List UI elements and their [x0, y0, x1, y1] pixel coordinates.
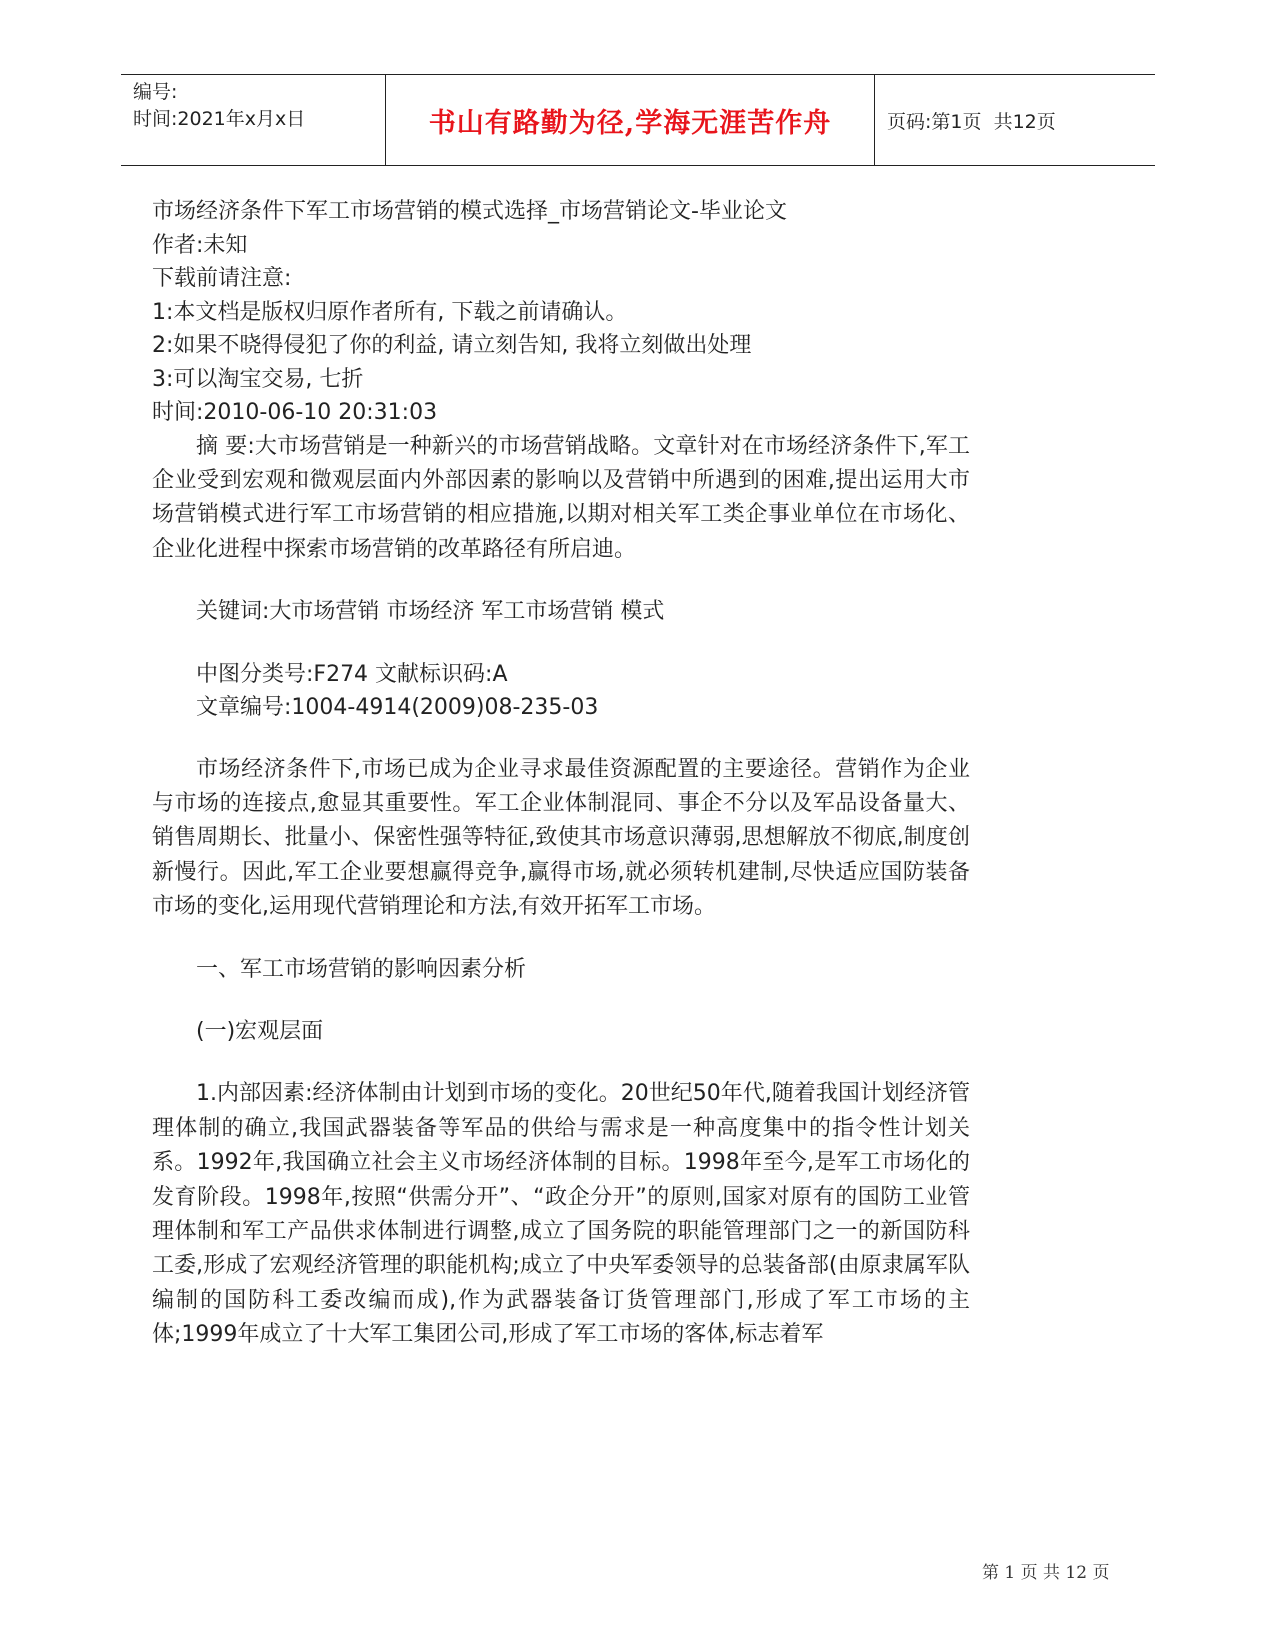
header-motto-cell: [386, 75, 875, 165]
doc-time: 时间:2010-06-10 20:31:03: [152, 400, 438, 425]
subsection-heading: (一)宏观层面: [196, 1018, 324, 1044]
header-meta-cell: [121, 75, 386, 165]
keywords: 关键词:大市场营销 市场经济 军工市场营销 模式: [196, 599, 665, 625]
section-heading: 一、军工市场营销的影响因素分析: [196, 956, 527, 982]
abstract: 摘 要:大市场营销是一种新兴的市场营销战略。文章针对在市场经济条件下,军工企业受到宏观和微观层面内外部因素的影响以及营销中所遇到的困难,提出运用大市场营销模式进行军工市场营销的相应措施,以期对相关军工类企事业单位在市场化、企业化进程中探索市场营销的改革路径有所启迪。: [152, 433, 970, 562]
notice-item: 2:如果不晓得侵犯了你的利益, 请立刻告知, 我将立刻做出处理: [152, 333, 752, 358]
document-header: [121, 74, 1155, 166]
page-footer: 第 1 页 共 12 页: [982, 1563, 1110, 1583]
doc-title: 市场经济条件下军工市场营销的模式选择_市场营销论文-毕业论文: [152, 199, 787, 224]
document-body: [152, 195, 970, 1353]
notice-heading: 下载前请注意:: [152, 266, 292, 291]
number-label: 编号:: [133, 81, 178, 103]
article-number: 文章编号:1004-4914(2009)08-235-03: [196, 695, 599, 721]
page-info: 页码:第1页 共12页: [887, 110, 1056, 133]
notice-item: 3:可以淘宝交易, 七折: [152, 366, 364, 392]
time-label: 时间:2021年x月x日: [133, 108, 306, 130]
doc-author: 作者:未知: [152, 232, 248, 258]
notice-item: 1:本文档是版权归原作者所有, 下载之前请确认。: [152, 299, 628, 325]
clc-number: 中图分类号:F274 文献标识码:A: [196, 661, 508, 687]
intro-paragraph: 市场经济条件下,市场已成为企业寻求最佳资源配置的主要途径。营销作为企业与市场的连接点,愈显其重要性。军工企业体制混同、事企不分以及军品设备量大、销售周期长、批量小、保密性强等特征,致使其市场意识薄弱,思想解放不彻底,制度创新慢行。因此,军工企业要想赢得竞争,赢得市场,就必须转机建制,尽快适应国防装备市场的变化,运用现代营销理论和方法,有效开拓军工市场。: [152, 756, 970, 920]
motto: 书山有路勤为径,学海无涯苦作舟: [428, 107, 832, 139]
header-page-cell: [875, 75, 1155, 165]
body-paragraph: 1.内部因素:经济体制由计划到市场的变化。20世纪50年代,随着我国计划经济管理体制的确立,我国武器装备等军品的供给与需求是一种高度集中的指令性计划关系。1992年,我国确立社会主义市场经济体制的目标。1998年至今,是军工市场化的发育阶段。1998年,按照“供需分开”、“政企分开”的原则,国家对原有的国防工业管理体制和军工产品供求体制进行调整,成立了国务院的职能管理部门之一的新国防科工委,形成了宏观经济管理的职能机构;成立了中央军委领导的总装备部(由原隶属军队编制的国防科工委改编而成),作为武器装备订货管理部门,形成了军工市场的主体;1999年成立了十大军工集团公司,形成了军工市场的客体,标志着军: [152, 1081, 970, 1348]
